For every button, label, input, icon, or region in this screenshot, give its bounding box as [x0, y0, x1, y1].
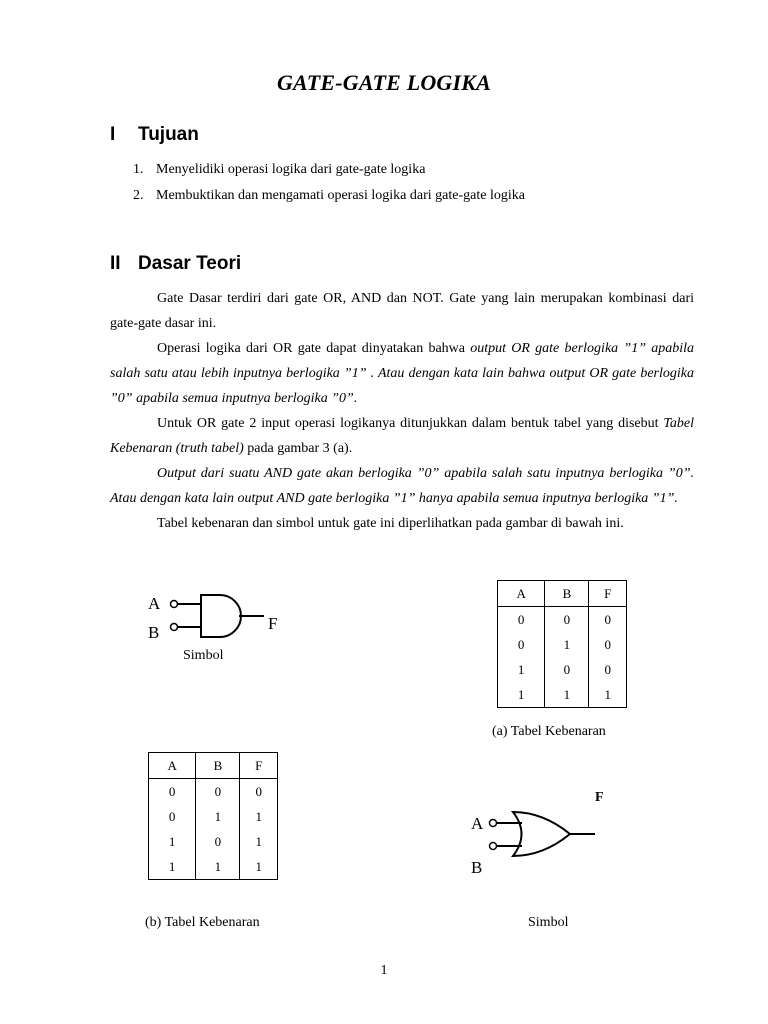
- column-header: A: [498, 581, 545, 607]
- and-gate-symbol: [171, 595, 265, 637]
- paragraph: Gate Dasar terdiri dari gate OR, AND dan NOT. Gate yang lain merupakan kombinasi dari gate-gate dasar ini.: [110, 291, 694, 331]
- and-symbol-caption: Simbol: [183, 648, 224, 663]
- section-title: Dasar Teori: [138, 253, 242, 274]
- truth-table-a: [497, 580, 627, 708]
- list-item: 1. Menyelidiki operasi logika dari gate-gate logika: [133, 162, 426, 177]
- section-number: II: [110, 253, 121, 274]
- and-input-a-label: A: [148, 594, 161, 613]
- list-item: 2. Membuktikan dan mengamati operasi logika dari gate-gate logika: [133, 188, 525, 203]
- column-header: B: [196, 753, 240, 779]
- column-header: F: [240, 753, 278, 779]
- and-output-f-label: F: [268, 614, 278, 633]
- table-row: 1 1 1: [149, 854, 278, 880]
- table-row: 0 1 1: [149, 804, 278, 829]
- paragraph: Operasi logika dari OR gate dapat dinyatakan bahwa output OR gate berlogika ”1” apabila salah satu atau lebih inputnya berlogika ”1” . Atau dengan kata lain bahwa output OR gate berlogika ”0” apabila semua inputnya berlogika ”0”.: [110, 341, 694, 406]
- or-symbol-caption: Simbol: [528, 915, 569, 930]
- table-row: 1 1 1: [498, 682, 627, 708]
- page-number: 1: [380, 963, 388, 978]
- table-header-row: [149, 753, 278, 779]
- table-header-row: [498, 581, 627, 607]
- or-output-f-label: F: [595, 790, 604, 805]
- document-title: GATE-GATE LOGIKA: [276, 70, 492, 95]
- or-input-b-label: B: [471, 858, 483, 877]
- or-gate-symbol: [490, 812, 596, 856]
- table-row: 0 0 0: [149, 779, 278, 805]
- truth-table-b: [148, 752, 278, 880]
- table-row: 0 1 0: [498, 632, 627, 657]
- and-input-b-label: B: [148, 623, 160, 642]
- column-header: F: [589, 581, 627, 607]
- table-b-caption: (b) Tabel Kebenaran: [145, 915, 260, 930]
- section-title: Tujuan: [138, 124, 199, 145]
- table-a-caption: (a) Tabel Kebenaran: [492, 724, 606, 739]
- table-row: 1 0 0: [498, 657, 627, 682]
- table-row: 1 0 1: [149, 829, 278, 854]
- paragraph: Tabel kebenaran dan simbol untuk gate ini diperlihatkan pada gambar di bawah ini.: [157, 516, 624, 531]
- paragraph: Output dari suatu AND gate akan berlogika ”0” apabila salah satu inputnya berlogika ”0”. Atau dengan kata lain output AND gate berlogika ”1” hanya apabila semua inputnya berlogika ”1”.: [110, 466, 694, 506]
- or-input-a-label: A: [471, 814, 484, 833]
- paragraph: Untuk OR gate 2 input operasi logikanya ditunjukkan dalam bentuk tabel yang disebut Tabel Kebenaran (truth tabel) pada gambar 3 (a).: [110, 416, 694, 456]
- table-row: 0 0 0: [498, 607, 627, 633]
- column-header: A: [149, 753, 196, 779]
- section-number: I: [110, 124, 116, 145]
- column-header: B: [545, 581, 589, 607]
